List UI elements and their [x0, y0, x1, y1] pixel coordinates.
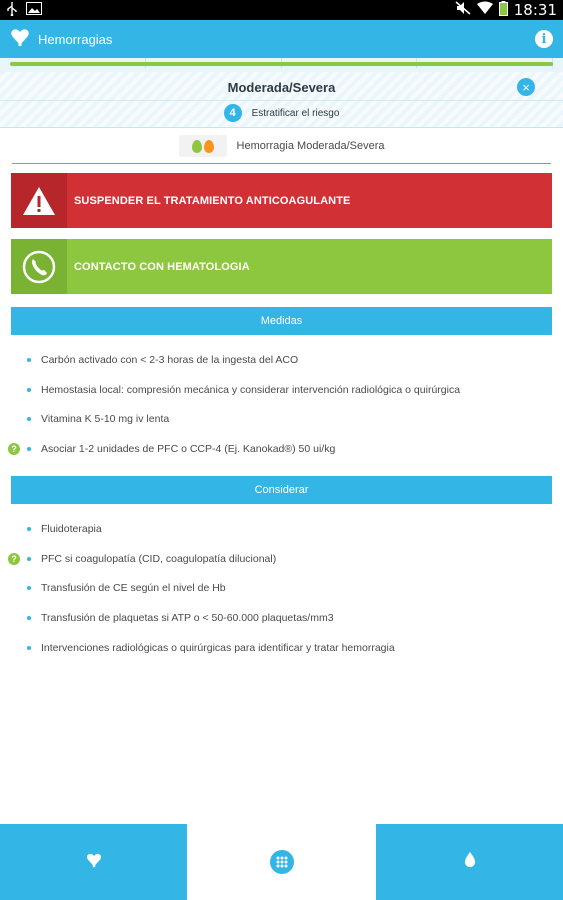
help-icon[interactable]: ?	[8, 553, 20, 565]
step-label: Estratificar el riesgo	[251, 107, 340, 119]
list-item: Vitamina K 5-10 mg iv lenta	[0, 405, 563, 435]
list-item: Hemostasia local: compresión mecánica y considerar intervención radiológica o quirúrgica	[0, 375, 563, 405]
clock: 18:31	[513, 1, 557, 19]
progress-track	[10, 62, 553, 66]
heart-icon	[86, 852, 102, 873]
usb-icon	[6, 2, 18, 19]
severity-row	[0, 132, 563, 160]
wifi-icon	[477, 1, 493, 19]
contact-hematology-alert[interactable]	[11, 239, 552, 294]
grid-icon	[270, 850, 294, 874]
list-item: Carbón activado con < 2-3 horas de la ingesta del ACO	[0, 345, 563, 375]
image-icon	[26, 2, 42, 18]
step-number: 4	[224, 104, 242, 122]
step-indicator	[0, 104, 563, 122]
list-item: Intervenciones radiológicas o quirúrgicas para identificar y tratar hemorragia	[0, 633, 563, 663]
step-header	[0, 72, 563, 128]
list-item[interactable]: ? PFC si coagulopatía (CID, coagulopatía dilucional)	[0, 544, 563, 574]
section-considerar-header: Considerar	[11, 476, 552, 504]
list-item: Transfusión de CE según el nivel de Hb	[0, 574, 563, 604]
phone-icon	[11, 239, 67, 294]
info-button[interactable]: i	[535, 30, 553, 48]
green-drop-icon	[192, 140, 202, 153]
severity-label: Hemorragia Moderada/Severa	[236, 140, 385, 152]
list-item: Transfusión de plaquetas si ATP o < 50-60.000 plaquetas/mm3	[0, 603, 563, 633]
list-item[interactable]: ? Asociar 1-2 unidades de PFC o CCP-4 (Ej. Kanokad®) 50 ui/kg	[0, 434, 563, 464]
status-bar	[0, 0, 563, 20]
bottom-nav	[0, 824, 563, 900]
drop-icon	[464, 852, 476, 873]
mute-icon	[455, 1, 471, 19]
help-icon[interactable]: ?	[8, 443, 20, 455]
heart-icon[interactable]	[10, 27, 30, 52]
list-item: Fluidoterapia	[0, 514, 563, 544]
nav-grid-button[interactable]	[187, 824, 376, 900]
medidas-list	[0, 345, 563, 464]
step-title: Moderada/Severa	[227, 80, 336, 95]
app-title: Hemorragias	[38, 31, 113, 47]
considerar-list	[0, 514, 563, 663]
alert-text: SUSPENDER EL TRATAMIENTO ANTICOAGULANTE	[74, 194, 351, 207]
warning-icon	[11, 173, 67, 228]
alert-text: CONTACTO CON HEMATOLOGIA	[74, 260, 250, 273]
progress-bar	[0, 58, 563, 72]
severity-drops	[179, 135, 227, 157]
section-medidas-header: Medidas	[11, 307, 552, 335]
nav-heart-button[interactable]	[0, 824, 187, 900]
close-button[interactable]: ×	[517, 78, 535, 96]
suspend-treatment-alert[interactable]	[11, 173, 552, 228]
orange-drop-icon	[204, 140, 214, 153]
battery-icon	[499, 1, 508, 20]
nav-drop-button[interactable]	[376, 824, 563, 900]
app-bar	[0, 20, 563, 58]
